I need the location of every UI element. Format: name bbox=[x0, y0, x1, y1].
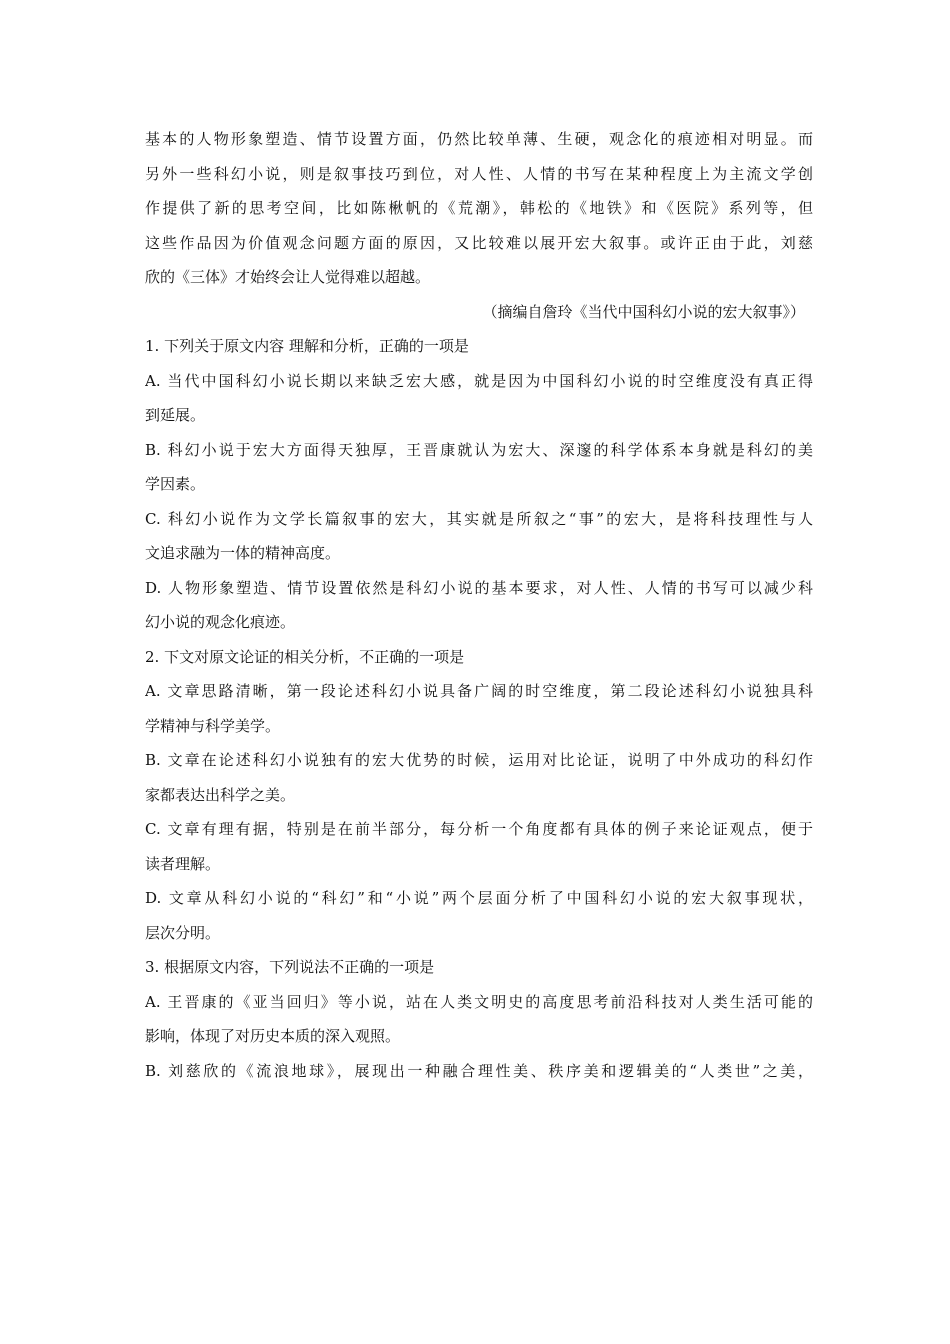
option-d-line1: D. 人物形象塑造、情节设置依然是科幻小说的基本要求，对人性、人情的书写可以减少科 bbox=[145, 578, 813, 597]
option-a-line2: 影响，体现了对历史本质的深入观照。 bbox=[145, 1027, 401, 1045]
passage-line: 欣的《三体》才始终会让人觉得难以超越。 bbox=[145, 268, 431, 286]
option-b-line1: B. 文章在论述科幻小说独有的宏大优势的时候，运用对比论证，说明了中外成功的科幻作 bbox=[145, 751, 813, 769]
question-2 bbox=[145, 640, 813, 951]
passage bbox=[145, 122, 813, 329]
option-c-line2: 读者理解。 bbox=[145, 854, 221, 873]
option-d-line2: 层次分明。 bbox=[145, 923, 221, 942]
option-b-line1: B. 刘慈欣的《流浪地球》，展现出一种融合理性美、秩序美和逻辑美的“人类世”之美， bbox=[145, 1061, 813, 1080]
option-a-line2: 到延展。 bbox=[145, 406, 206, 424]
passage-line: 另外一些科幻小说，则是叙事技巧到位，对人性、人情的书写在某种程度上为主流文学创 bbox=[145, 164, 813, 183]
question-title: 3. 根据原文内容，下列说法不正确的一项是 bbox=[145, 958, 435, 976]
passage-line: 这些作品因为价值观念问题方面的原因，又比较难以展开宏大叙事。或许正由于此，刘慈 bbox=[145, 233, 813, 252]
option-a-line1: A. 当代中国科幻小说长期以来缺乏宏大感，就是因为中国科幻小说的时空维度没有真正得 bbox=[145, 371, 813, 390]
question-title: 1. 下列关于原文内容 理解和分析，正确的一项是 bbox=[145, 337, 469, 355]
question-1 bbox=[145, 329, 813, 640]
document-content bbox=[145, 122, 813, 1088]
option-c-line1: C. 文章有理有据，特别是在前半部分，每分析一个角度都有具体的例子来论证观点，便于 bbox=[145, 820, 813, 838]
option-c-line2: 文追求融为一体的精神高度。 bbox=[145, 544, 341, 562]
option-a-line1: A. 王晋康的《亚当回归》等小说，站在人类文明史的高度思考前沿科技对人类生活可能的 bbox=[145, 992, 813, 1011]
question-3 bbox=[145, 950, 813, 1088]
option-b-line2: 学因素。 bbox=[145, 475, 206, 493]
option-a-line2: 学精神与科学美学。 bbox=[145, 716, 281, 735]
option-b-line2: 家都表达出科学之美。 bbox=[145, 785, 296, 804]
option-c-line1: C. 科幻小说作为文学长篇叙事的宏大，其实就是所叙之“事”的宏大，是将科技理性与人 bbox=[145, 509, 813, 528]
option-a-line1: A. 文章思路清晰，第一段论述科幻小说具备广阔的时空维度，第二段论述科幻小说独具科 bbox=[145, 682, 813, 700]
source-citation: （摘编自詹玲《当代中国科幻小说的宏大叙事》） bbox=[482, 302, 805, 321]
option-d-line1: D. 文章从科幻小说的“科幻”和“小说”两个层面分析了中国科幻小说的宏大叙事现状， bbox=[145, 889, 813, 907]
question-title: 2. 下文对原文论证的相关分析，不正确的一项是 bbox=[145, 647, 465, 666]
passage-line: 基本的人物形象塑造、情节设置方面，仍然比较单薄、生硬，观念化的痕迹相对明显。而 bbox=[145, 130, 813, 148]
option-d-line2: 幻小说的观念化痕迹。 bbox=[145, 613, 296, 631]
passage-line: 作提供了新的思考空间，比如陈楸帆的《荒潮》，韩松的《地铁》和《医院》系列等，但 bbox=[145, 199, 813, 217]
option-b-line1: B. 科幻小说于宏大方面得天独厚，王晋康就认为宏大、深邃的科学体系本身就是科幻的美 bbox=[145, 440, 813, 459]
